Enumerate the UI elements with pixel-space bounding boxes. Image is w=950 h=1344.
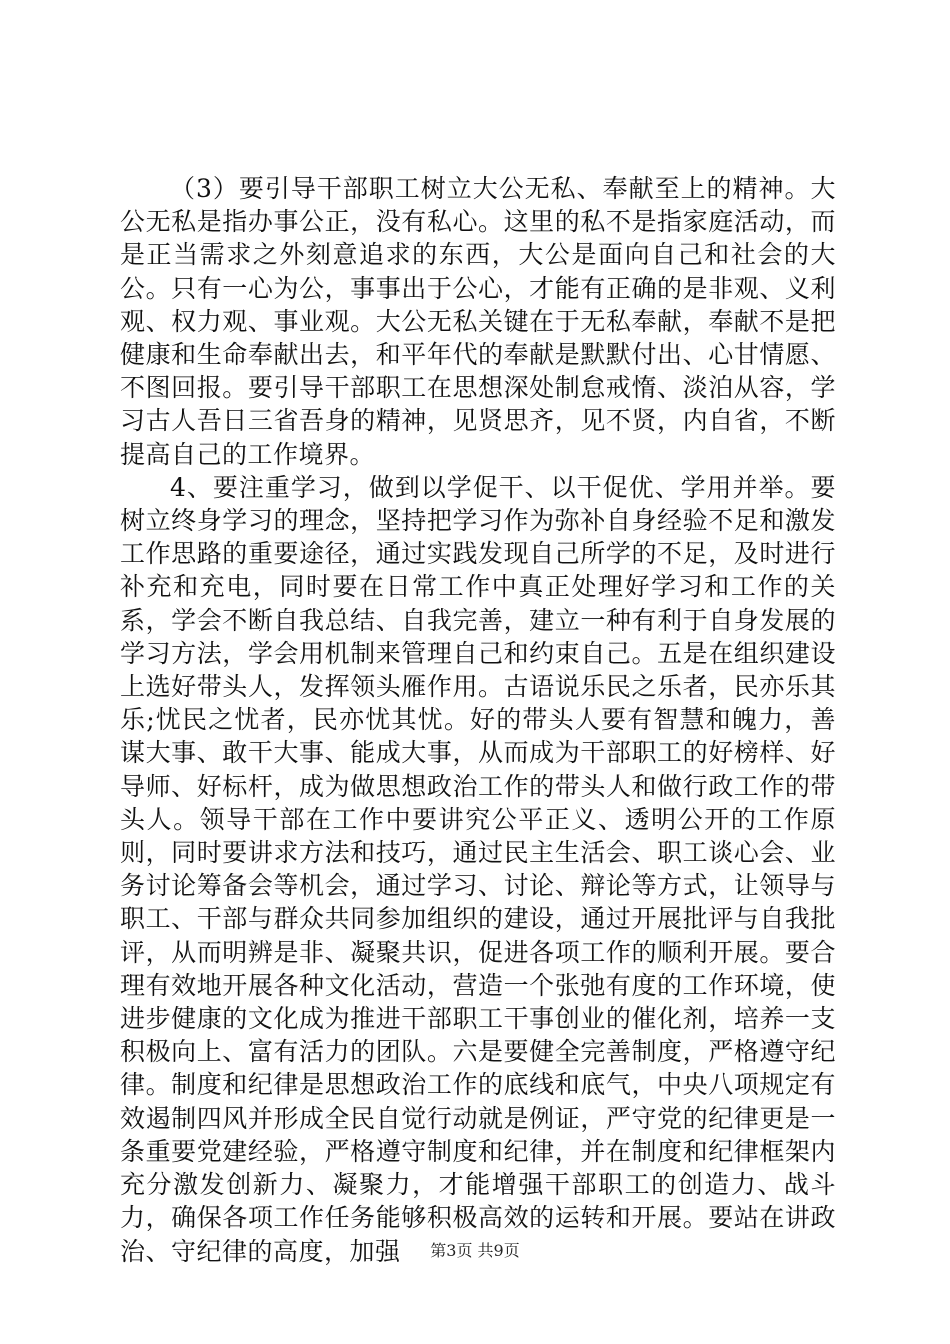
page-number-footer: 第3页 共9页 (430, 1241, 520, 1260)
document-body (120, 172, 836, 1268)
paragraph-selfless-spirit: （3）要引导干部职工树立大公无私、奉献至上的精神。大公无私是指办事公正，没有私心。这里的私不是指家庭活动，而是正当需求之外刻意追求的东西，大公是面向自己和社会的大公。只有一心为公，事事出于公心，才能有正确的是非观、义利观、权力观、事业观。大公无私关键在于无私奉献，奉献不是把健康和生命奉献出去，和平年代的奉献是默默付出、心甘情愿、不图回报。要引导干部职工在思想深处制怠戒惰、淡泊从容，学习古人吾日三省吾身的精神，见贤思齐，见不贤，内自省，不断提高自己的工作境界。 (120, 174, 836, 469)
paragraph-study-and-discipline: 4、要注重学习，做到以学促干、以干促优、学用并举。要树立终身学习的理念，坚持把学习作为弥补自身经验不足和激发工作思路的重要途径，通过实践发现自己所学的不足，及时进行补充和充电，同时要在日常工作中真正处理好学习和工作的关系，学会不断自我总结、自我完善，建立一种有利于自身发展的学习方法，学会用机制来管理自己和约束自己。五是在组织建设上选好带头人，发挥领头雁作用。古语说乐民之乐者，民亦乐其乐;忧民之忧者，民亦忧其忧。好的带头人要有智慧和魄力，善谋大事、敢干大事、能成大事，从而成为干部职工的好榜样、好导师、好标杆，成为做思想政治工作的带头人和做行政工作的带头人。领导干部在工作中要讲究公平正义、透明公开的工作原则，同时要讲求方法和技巧，通过民主生活会、职工谈心会、业务讨论筹备会等机会，通过学习、讨论、辩论等方式，让领导与职工、干部与群众共同参加组织的建设，通过开展批评与自我批评，从而明辨是非、凝聚共识，促进各项工作的顺利开展。要合理有效地开展各种文化活动，营造一个张弛有度的工作环境，使进步健康的文化成为推进干部职工干事创业的催化剂，培养一支积极向上、富有活力的团队。六是要健全完善制度，严格遵守纪律。制度和纪律是思想政治工作的底线和底气，中央八项规定有效遏制四风并形成全民自觉行动就是例证，严守党的纪律更是一条重要党建经验，严格遵守制度和纪律，并在制度和纪律框架内充分激发创新力、凝聚力，才能增强干部职工的创造力、战斗力，确保各项工作任务能够积极高效的运转和开展。要站在讲政治、守纪律的高度，加强 (120, 472, 836, 1266)
